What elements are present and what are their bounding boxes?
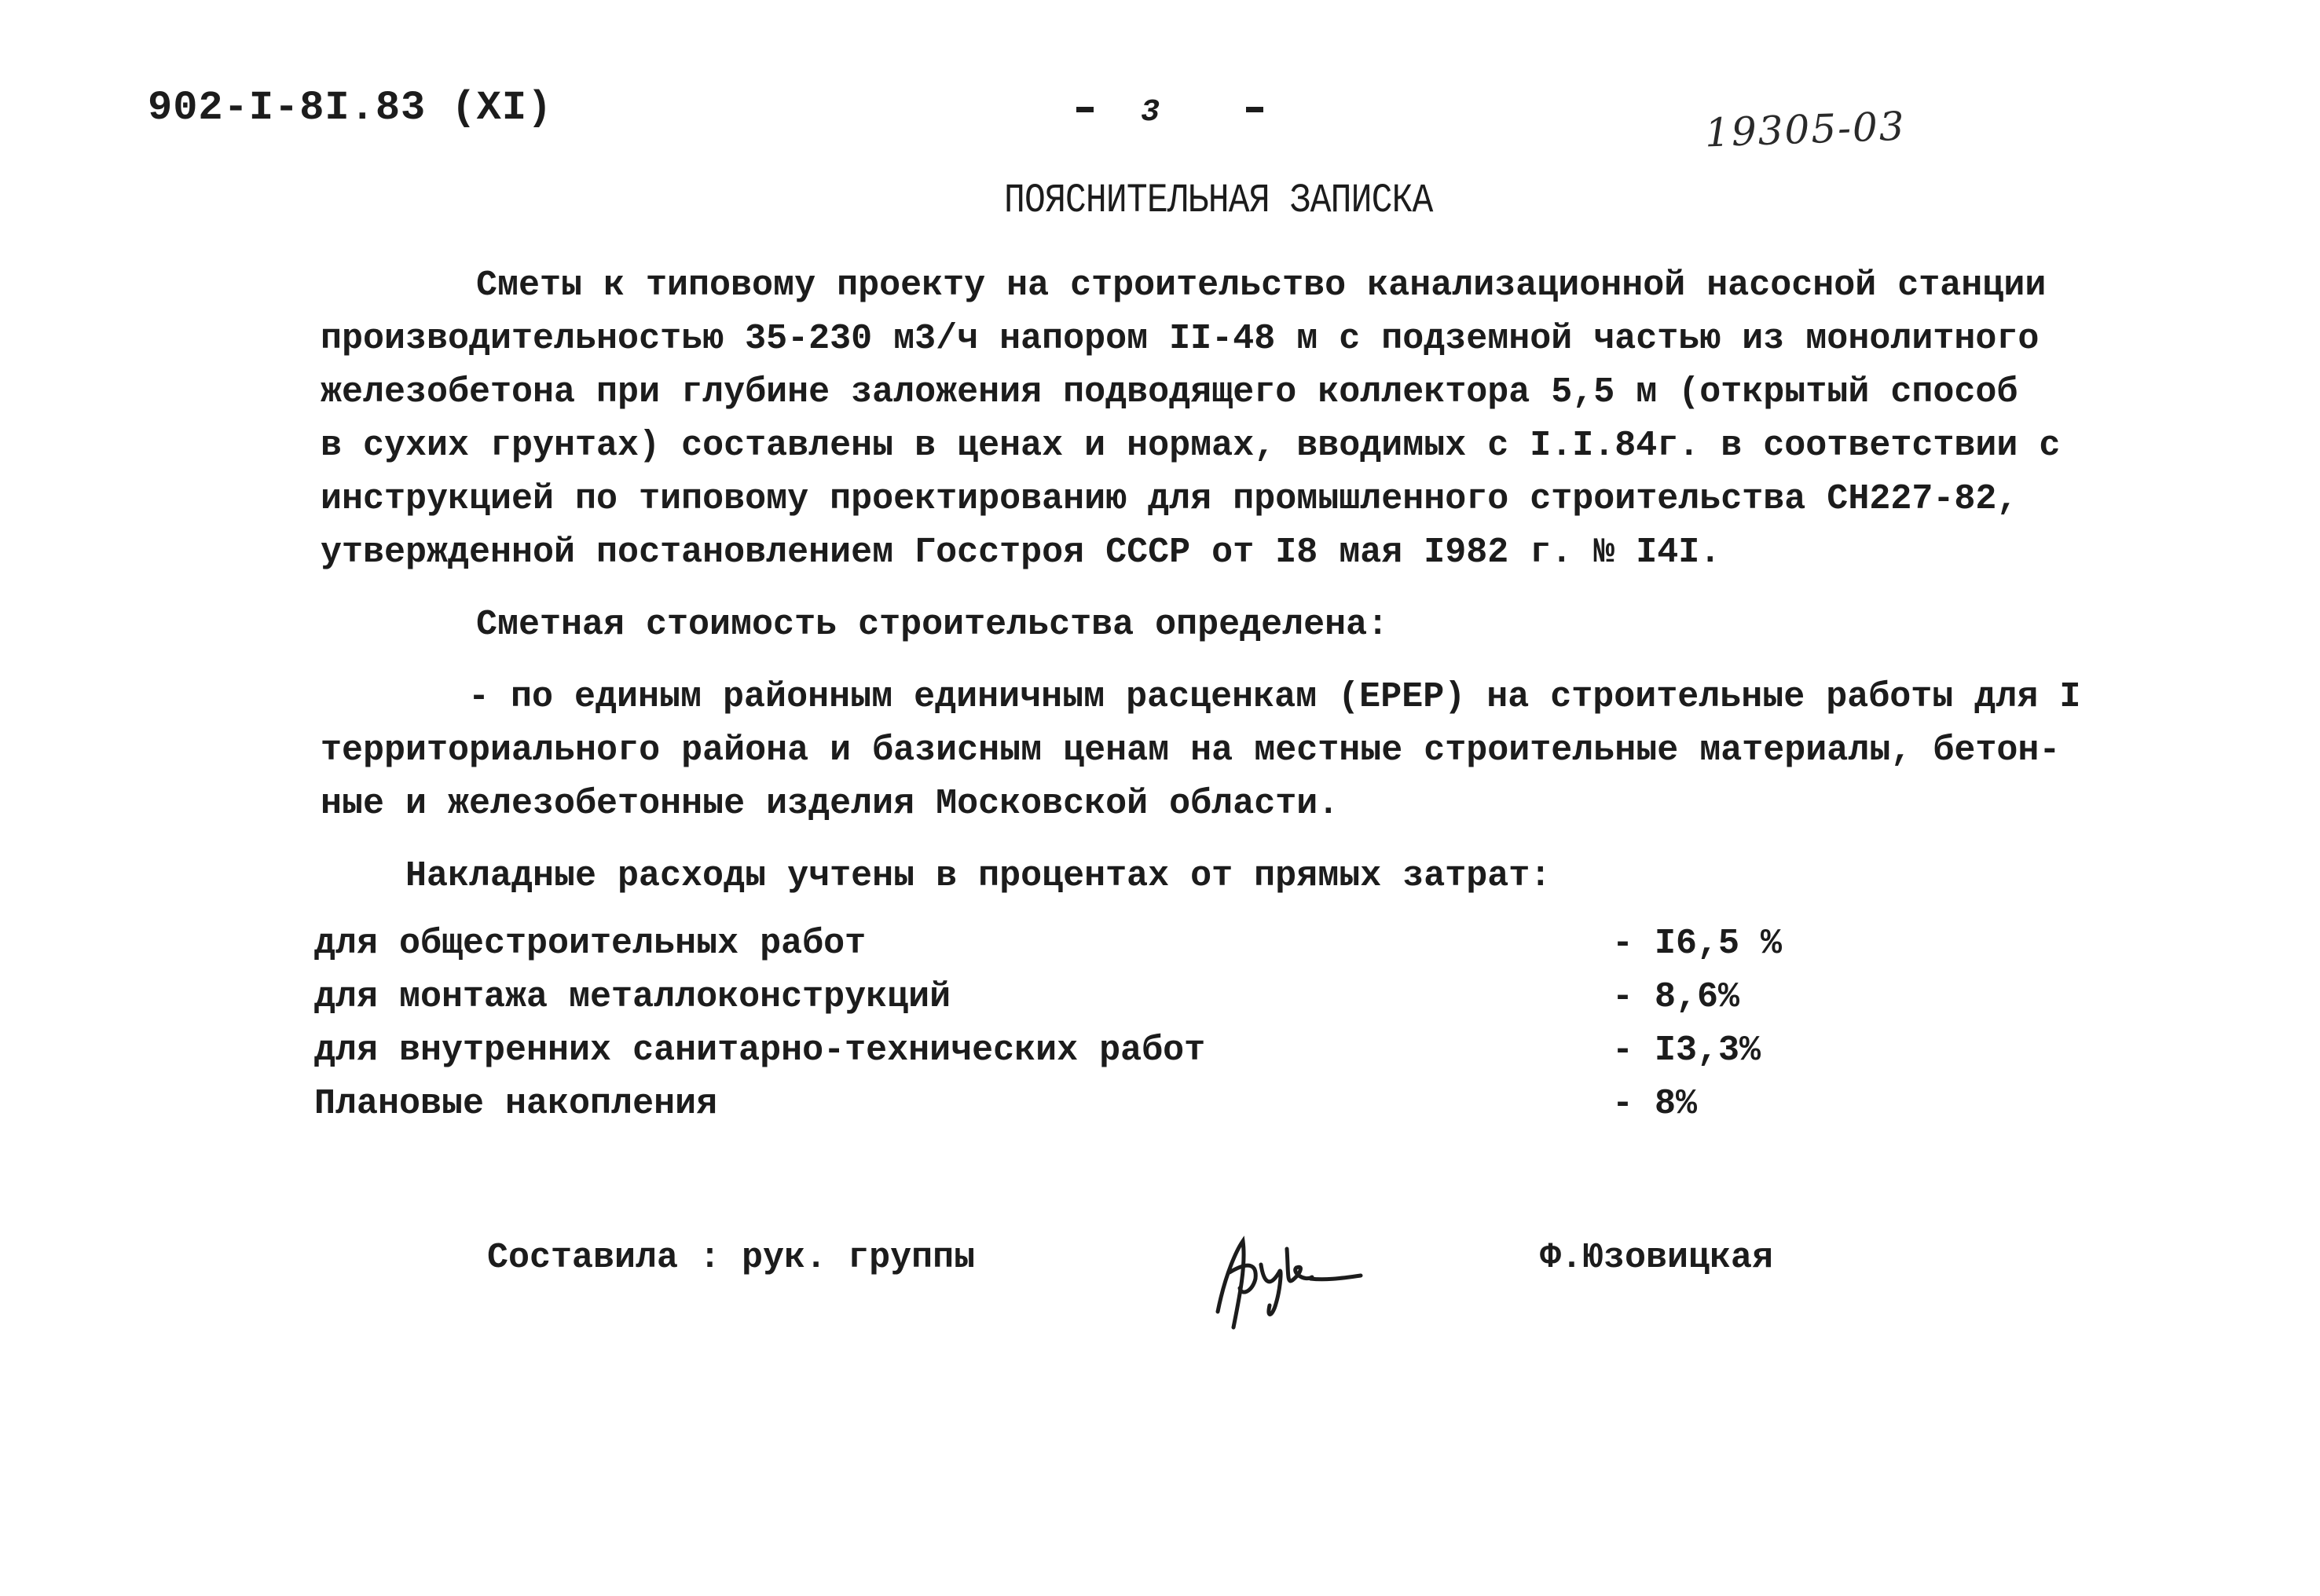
intro-line: железобетона при глубине заложения подводящего коллектора 5,5 м (открытый способ [321, 372, 2018, 412]
overhead-list [314, 917, 1807, 1131]
overhead-row [314, 1078, 1807, 1131]
cost-heading: Сметная стоимость строительства определена: [476, 605, 1389, 645]
overhead-row [314, 971, 1807, 1024]
overhead-label: для внутренних санитарно-технических работ [314, 1030, 1206, 1071]
page-number-value: 3 [1141, 95, 1160, 130]
overhead-label: для монтажа металлоконструкций [314, 977, 951, 1017]
page-number [1076, 86, 1263, 133]
body-text [321, 259, 2159, 903]
document-title: ПОЯСНИТЕЛЬНАЯ ЗАПИСКА [1004, 178, 1433, 224]
signature-name: Ф.Юзовицкая [1540, 1238, 1774, 1278]
overhead-row [314, 917, 1807, 971]
cost-item-line: - по единым районным единичным расценкам (ЕРЕР) на строительные работы для I [468, 677, 2081, 717]
page-number-dash-right [1246, 107, 1263, 112]
intro-line: утвержденной постановлением Госстроя СССР от I8 мая I982 г. № I4I. [321, 533, 1721, 573]
paragraph-gap [321, 652, 2159, 671]
signature-role: Составила : рук. группы [487, 1238, 976, 1278]
intro-line: Сметы к типовому проекту на строительство канализационной насосной станции [476, 265, 2047, 306]
overhead-value: - I3,3% [1612, 1030, 1761, 1071]
document-code: 902-I-8I.83 (XI) [148, 85, 553, 131]
intro-line: в сухих грунтах) составлены в ценах и нормах, вводимых с I.I.84г. в соответствии с [321, 426, 2061, 466]
archive-number-handwritten: 19305-03 [1704, 103, 1907, 156]
cost-item-line: ные и железобетонные изделия Московской области. [321, 784, 1340, 824]
paragraph-gap [321, 580, 2159, 598]
overhead-value: - 8,6% [1612, 977, 1740, 1017]
overhead-value: - I6,5 % [1612, 924, 1783, 964]
page-number-dash-left [1076, 107, 1094, 112]
cost-item-line: территориального района и базисным ценам на местные строительные материалы, бетон- [321, 730, 2061, 771]
overhead-value: - 8% [1612, 1084, 1698, 1124]
intro-line: инструкцией по типовому проектированию для промышленного строительства СН227-82, [321, 479, 2018, 519]
intro-line: производительностью 35-230 м3/ч напором II-48 м с подземной частью из монолитного [321, 319, 2040, 359]
overhead-heading: Накладные расходы учтены в процентах от прямых затрат: [405, 856, 1552, 896]
handwritten-signature [1194, 1217, 1367, 1335]
paragraph-gap [321, 831, 2159, 850]
overhead-label: для общестроительных работ [314, 924, 867, 964]
overhead-label: Плановые накопления [314, 1084, 718, 1124]
overhead-row [314, 1024, 1807, 1078]
